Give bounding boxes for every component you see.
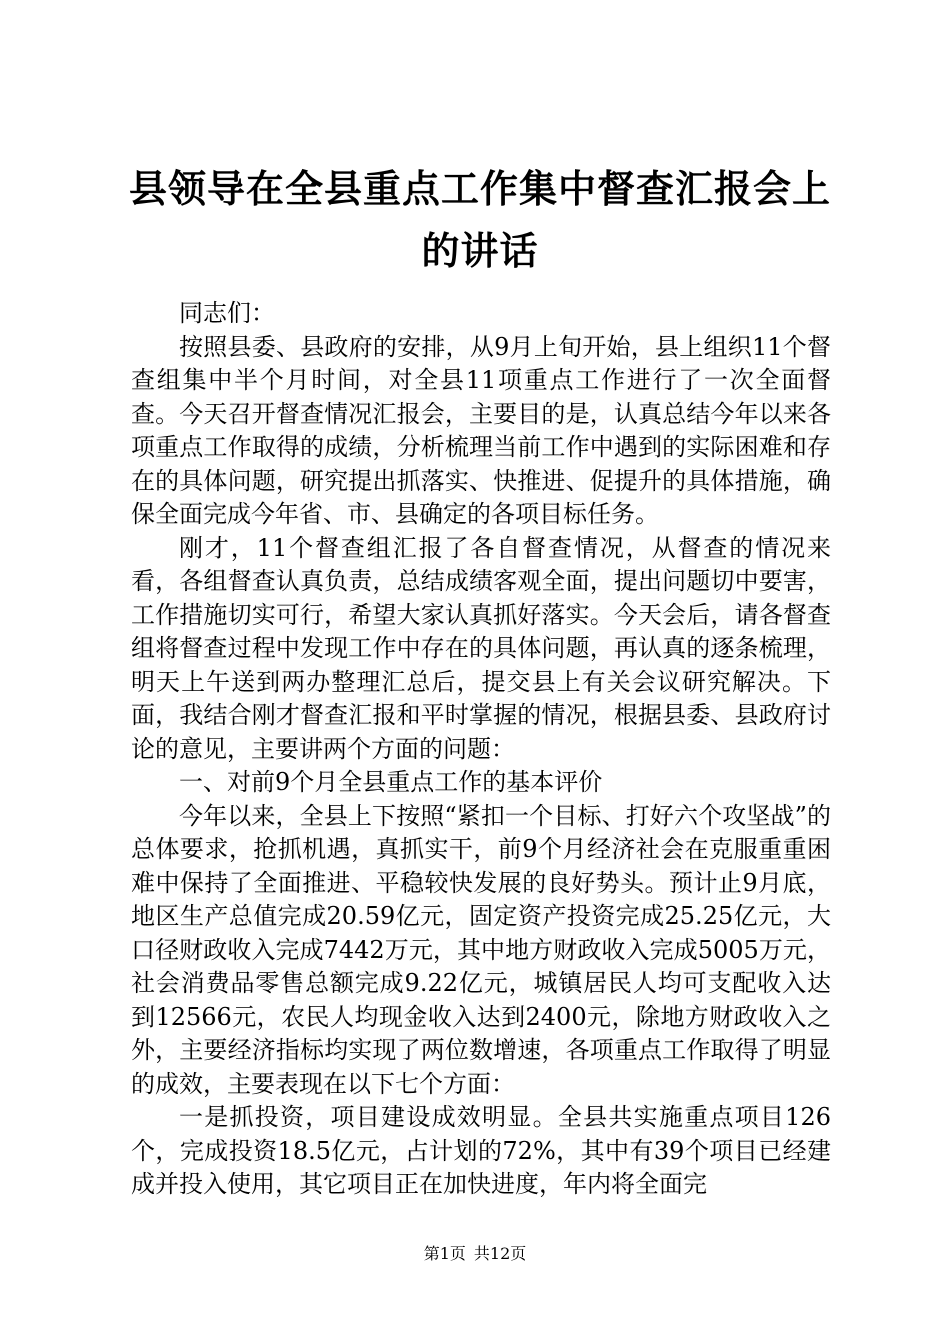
page-footer — [0, 1243, 950, 1265]
page-number: 第1页 — [423, 1244, 466, 1263]
paragraph-economic-overview: 今年以来，全县上下按照“紧扣一个目标、打好六个攻坚战”的总体要求，抢抓机遇，真抓实干，前9个月经济社会在克服重重困难中保持了全面推进、平稳较快发展的良好势头。预计止9月底，地区生产总值完成20.59亿元，固定资产投资完成25.25亿元，大口径财政收入完成7442万元，其中地方财政收入完成5005万元，社会消费品零售总额完成9.22亿元，城镇居民人均可支配收入达到12566元，农民人均现金收入达到2400元，除地方财政收入之外，主要经济指标均实现了两位数增速，各项重点工作取得了明显的成效，主要表现在以下七个方面： — [131, 801, 831, 1098]
document-title: 县领导在全县重点工作集中督查汇报会上的讲话 — [128, 167, 831, 273]
paragraph-investment: 一是抓投资，项目建设成效明显。全县共实施重点项目126个，完成投资18.5亿元，占计划的72%，其中有39个项目已经建成并投入使用，其它项目正在加快进度，年内将全面完 — [131, 1103, 831, 1198]
page-total: 共12页 — [473, 1244, 527, 1263]
paragraph-intro: 按照县委、县政府的安排，从9月上旬开始，县上组织11个督查组集中半个月时间，对全县11项重点工作进行了一次全面督查。今天召开督查情况汇报会，主要目的是，认真总结今年以来各项重点工作取得的成绩，分析梳理当前工作中遇到的实际困难和存在的具体问题，研究提出抓落实、快推进、促提升的具体措施，确保全面完成今年省、市、县确定的各项目标任务。 — [131, 332, 831, 528]
document-body — [131, 297, 831, 1202]
paragraph-report-summary: 刚才，11个督查组汇报了各自督查情况，从督查的情况来看，各组督查认真负责，总结成绩客观全面，提出问题切中要害，工作措施切实可行，希望大家认真抓好落实。今天会后，请各督查组将督查过程中发现工作中存在的具体问题，再认真的逐条梳理，明天上午送到两办整理汇总后，提交县上有关会议研究解决。下面，我结合刚才督查汇报和平时掌握的情况，根据县委、县政府讨论的意见，主要讲两个方面的问题： — [131, 533, 831, 763]
section-heading-1: 一、对前9个月全县重点工作的基本评价 — [179, 768, 603, 796]
salutation: 同志们： — [179, 299, 275, 327]
